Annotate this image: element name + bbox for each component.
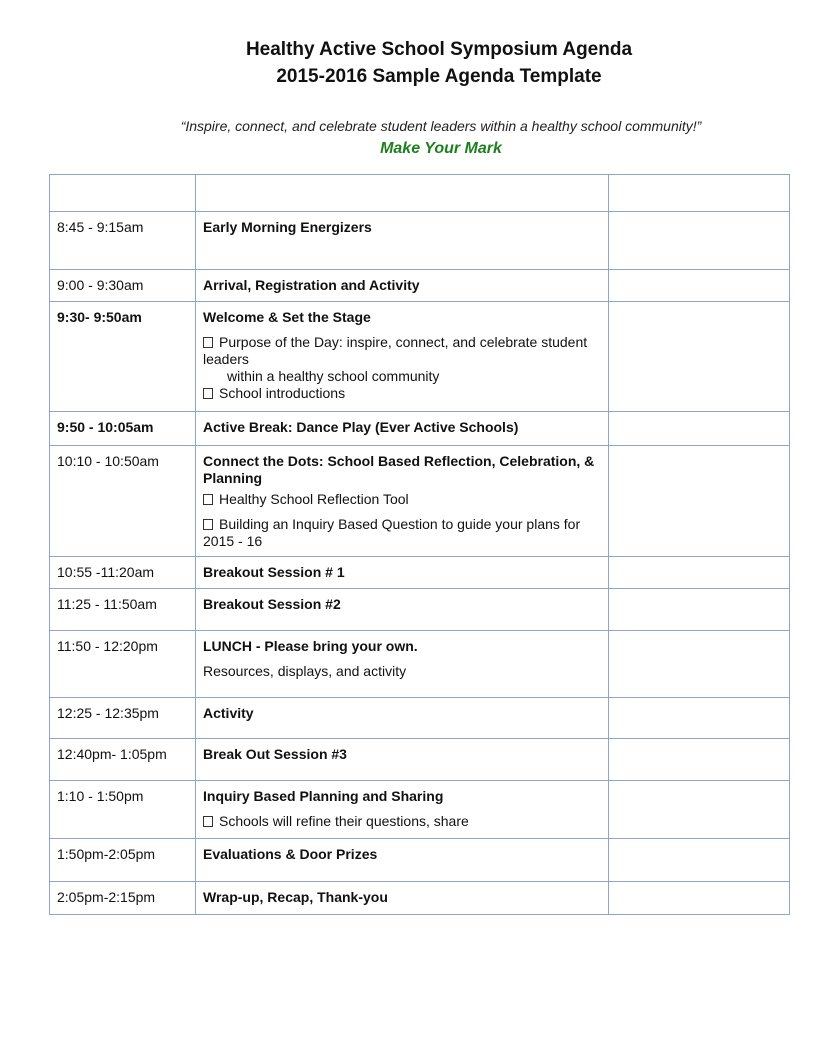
motto-quote: “Inspire, connect, and celebrate student leaders within a healthy school community!”: [180, 118, 702, 134]
title-line-2: 2015-2016 Sample Agenda Template: [276, 66, 602, 87]
table-header-row: [50, 175, 790, 212]
activity-title: Connect the Dots: School Based Reflection, Celebration, & Planning: [203, 453, 595, 486]
header-cell-activity: [196, 175, 609, 212]
activity-cell: [196, 412, 609, 446]
tagline: Make Your Mark: [380, 140, 502, 157]
table-row: [50, 412, 790, 446]
time-cell: 9:30- 9:50am: [50, 302, 196, 412]
notes-cell: [609, 557, 790, 589]
table-row: [50, 270, 790, 302]
activity-cell: [196, 631, 609, 698]
activity-cell: [196, 302, 609, 412]
table-row: [50, 781, 790, 839]
time-cell: 9:00 - 9:30am: [50, 270, 196, 302]
header-cell-notes: [609, 175, 790, 212]
table-row: [50, 302, 790, 412]
bullet-text: Healthy School Reflection Tool: [219, 491, 409, 507]
bullet-text: Purpose of the Day: inspire, connect, and celebrate student leaders: [203, 334, 588, 367]
activity-cell: [196, 270, 609, 302]
table-row: [50, 557, 790, 589]
time-cell: 8:45 - 9:15am: [50, 212, 196, 270]
time-cell: 10:55 -11:20am: [50, 557, 196, 589]
checkbox-icon: [203, 388, 213, 399]
activity-cell: [196, 781, 609, 839]
bullet-item: [203, 334, 602, 368]
title-line-1: Healthy Active School Symposium Agenda: [245, 39, 633, 60]
bullet-item: [203, 385, 602, 402]
activity-cell: [196, 589, 609, 631]
activity-title: Breakout Session # 1: [203, 564, 345, 580]
activity-title: Arrival, Registration and Activity: [203, 277, 420, 293]
header-cell-time: [50, 175, 196, 212]
activity-title: LUNCH - Please bring your own.: [203, 638, 418, 654]
bullet-continuation: within a healthy school community: [227, 368, 440, 384]
time-cell: 12:40pm- 1:05pm: [50, 739, 196, 781]
activity-cell: [196, 212, 609, 270]
bullet-item: [203, 516, 602, 550]
time-cell: 2:05pm-2:15pm: [50, 882, 196, 915]
table-row: [50, 589, 790, 631]
notes-cell: [609, 739, 790, 781]
notes-cell: [609, 212, 790, 270]
time-cell: 10:10 - 10:50am: [50, 446, 196, 557]
notes-cell: [609, 698, 790, 739]
notes-cell: [609, 302, 790, 412]
bullet-text: Schools will refine their questions, share: [219, 813, 469, 829]
notes-cell: [609, 446, 790, 557]
checkbox-icon: [203, 494, 213, 505]
activity-cell: [196, 739, 609, 781]
activity-title: Welcome & Set the Stage: [203, 309, 371, 325]
checkbox-icon: [203, 816, 213, 827]
notes-cell: [609, 270, 790, 302]
table-row: [50, 739, 790, 781]
notes-cell: [609, 412, 790, 446]
notes-cell: [609, 882, 790, 915]
activity-title: Wrap-up, Recap, Thank-you: [203, 889, 388, 905]
notes-cell: [609, 631, 790, 698]
time-cell: 11:25 - 11:50am: [50, 589, 196, 631]
table-row: [50, 631, 790, 698]
table-row: [50, 882, 790, 915]
table-row: [50, 446, 790, 557]
activity-cell: [196, 839, 609, 882]
activity-cell: [196, 557, 609, 589]
activity-cell: [196, 698, 609, 739]
document-title: [0, 36, 816, 90]
bullet-item: [203, 813, 602, 830]
activity-cell: [196, 882, 609, 915]
time-cell: 9:50 - 10:05am: [50, 412, 196, 446]
checkbox-icon: [203, 519, 213, 530]
notes-cell: [609, 781, 790, 839]
table-row: [50, 839, 790, 882]
activity-title: Evaluations & Door Prizes: [203, 846, 378, 862]
table-row: [50, 698, 790, 739]
activity-title: Breakout Session #2: [203, 596, 341, 612]
time-cell: 11:50 - 12:20pm: [50, 631, 196, 698]
activity-title: Active Break: Dance Play (Ever Active Schools): [203, 419, 519, 435]
agenda-table: [49, 174, 790, 915]
activity-title: Activity: [203, 705, 254, 721]
activity-title: Inquiry Based Planning and Sharing: [203, 788, 444, 804]
checkbox-icon: [203, 337, 213, 348]
time-cell: 1:50pm-2:05pm: [50, 839, 196, 882]
time-cell: 1:10 - 1:50pm: [50, 781, 196, 839]
activity-note: Resources, displays, and activity: [203, 663, 407, 679]
time-cell: 12:25 - 12:35pm: [50, 698, 196, 739]
activity-title: Break Out Session #3: [203, 746, 347, 762]
notes-cell: [609, 589, 790, 631]
notes-cell: [609, 839, 790, 882]
activity-title: Early Morning Energizers: [203, 219, 372, 235]
activity-cell: [196, 446, 609, 557]
bullet-item: [203, 491, 602, 508]
bullet-text: School introductions: [219, 385, 346, 401]
table-row: [50, 212, 790, 270]
bullet-text: Building an Inquiry Based Question to guide your plans for 2015 - 16: [203, 516, 581, 549]
